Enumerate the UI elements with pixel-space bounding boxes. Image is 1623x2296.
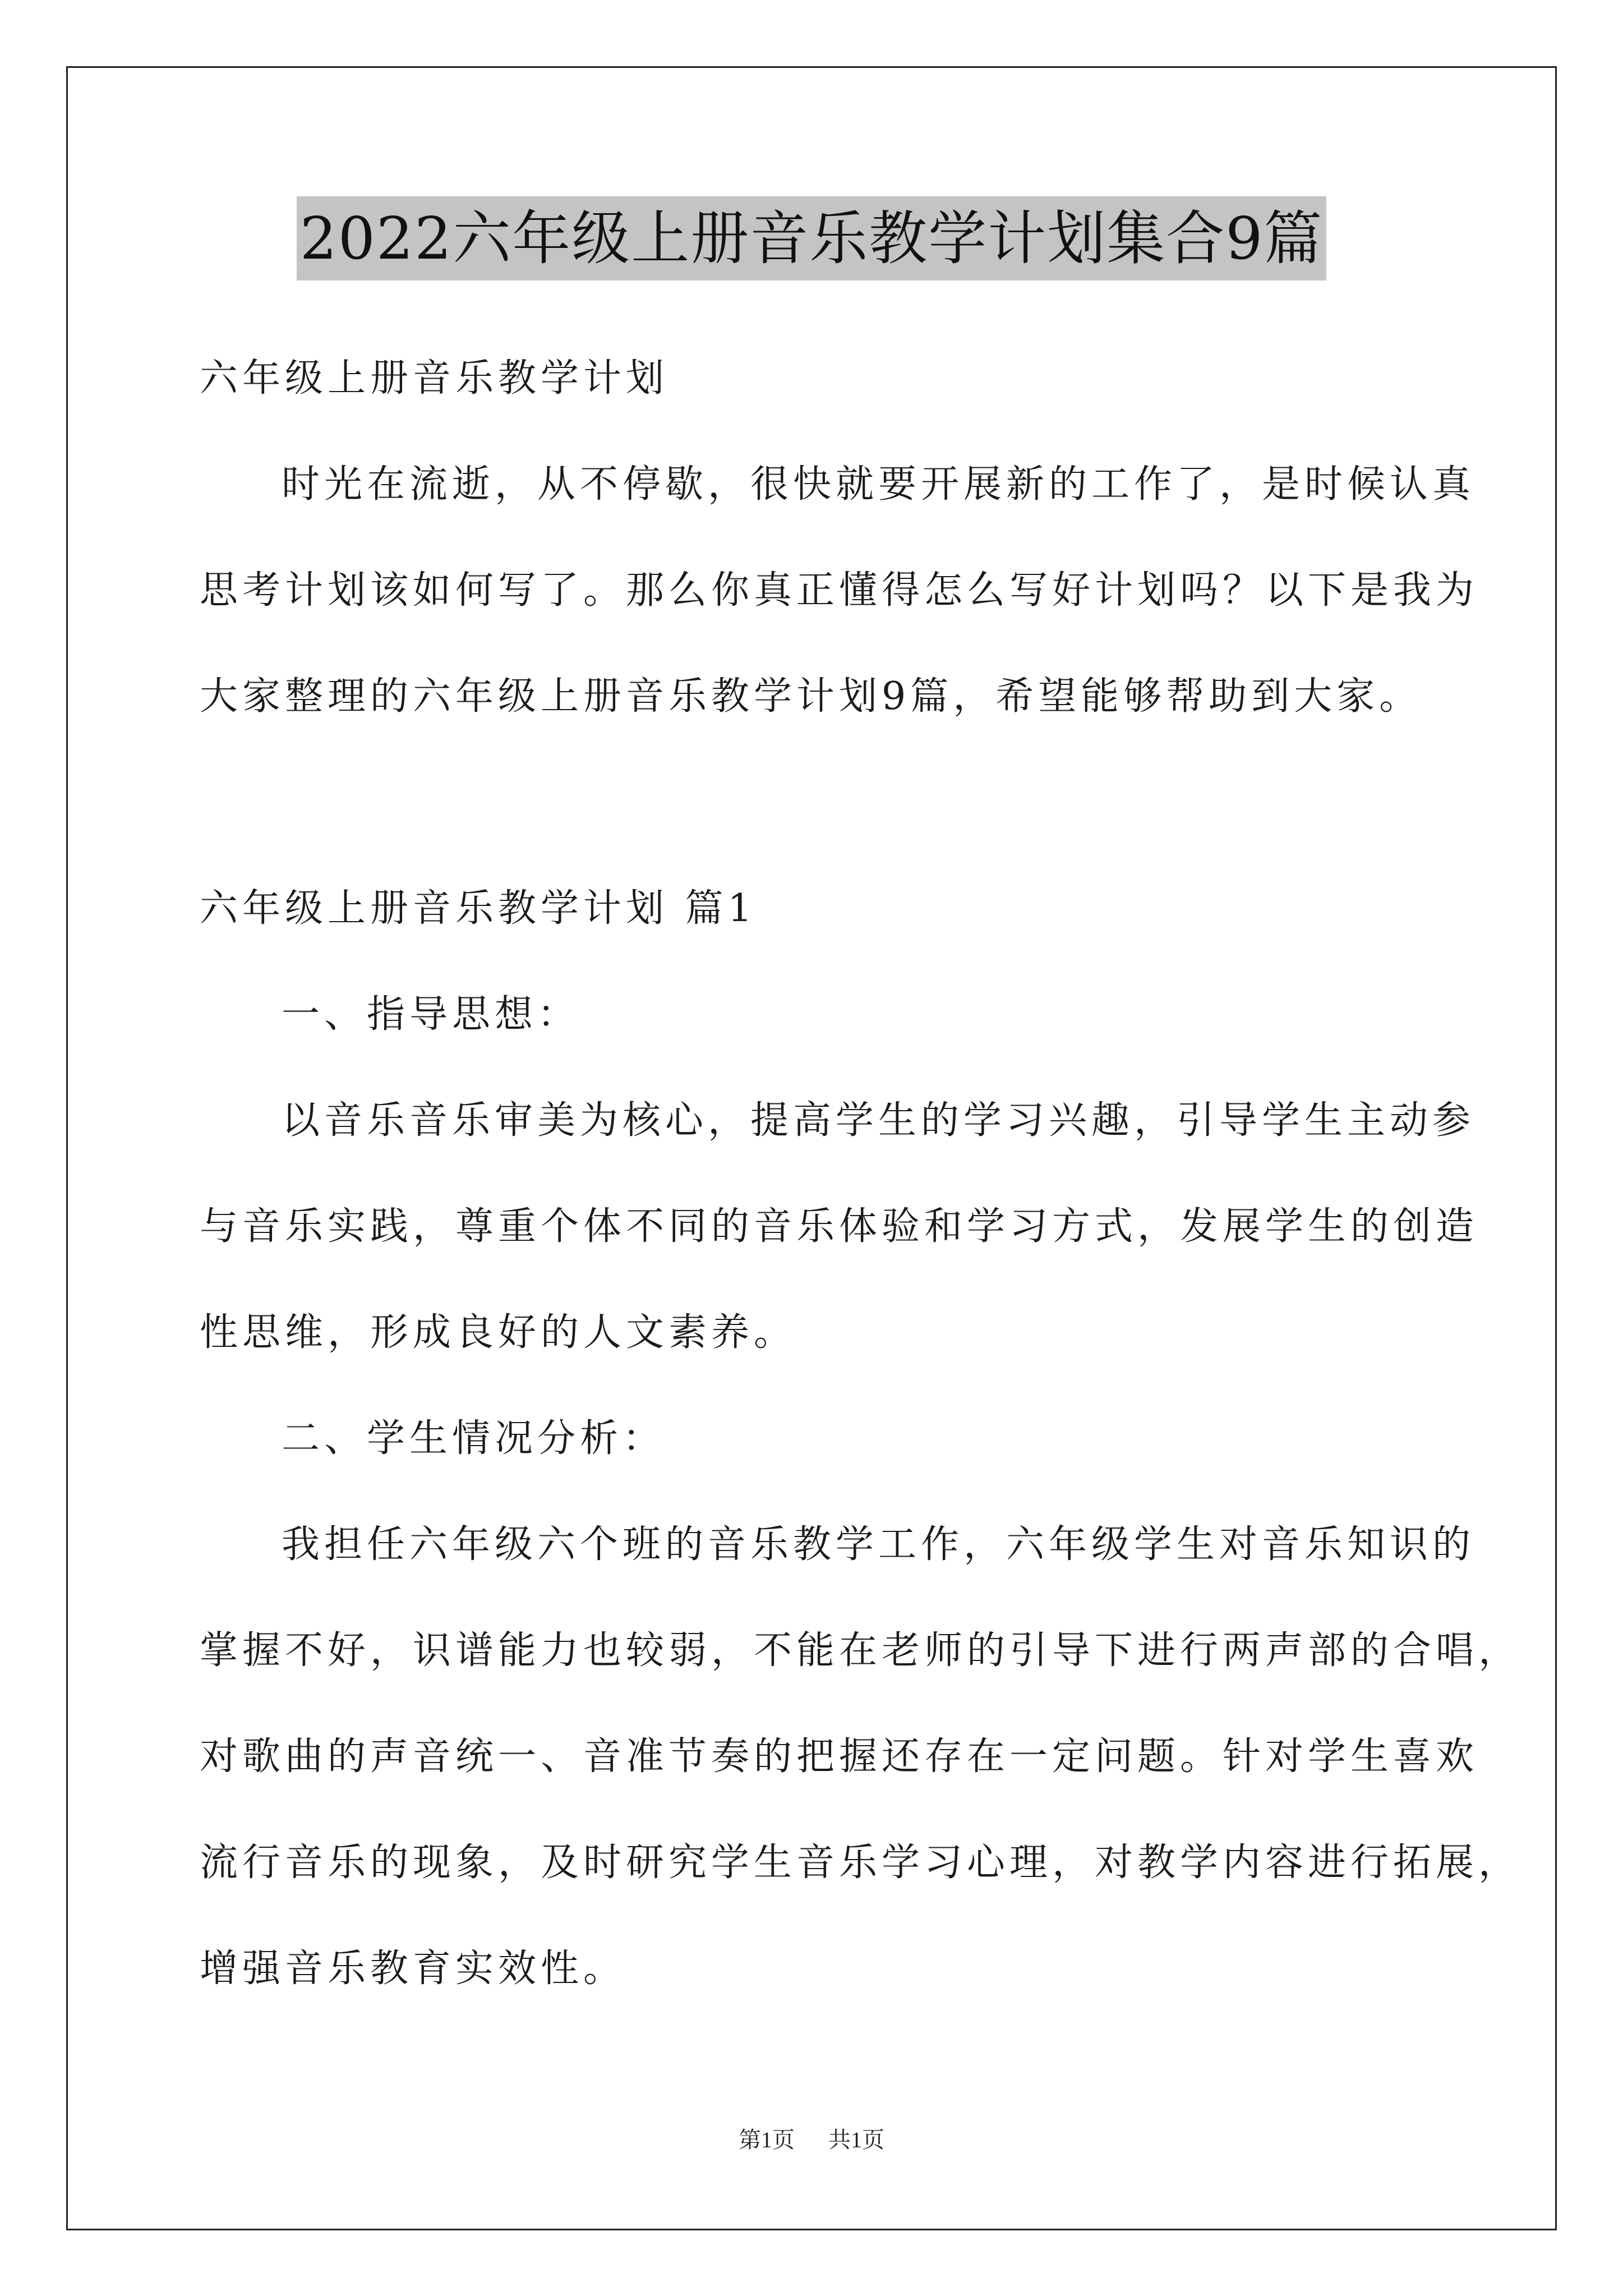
page-footer: [0, 2123, 1623, 2157]
section-heading: 六年级上册音乐教学计划 篇1: [200, 886, 757, 931]
document-title: 2022六年级上册音乐教学计划集合9篇: [297, 196, 1327, 280]
paragraph-line: 以音乐音乐审美为核心，提高学生的学习兴趣，引导学生主动参: [282, 1098, 1476, 1143]
subheading: 一、指导思想：: [282, 992, 580, 1037]
page-number-current: 第1页: [739, 2127, 795, 2152]
paragraph-line: 大家整理的六年级上册音乐教学计划9篇，希望能够帮助到大家。: [200, 674, 1422, 719]
paragraph-line: 我担任六年级六个班的音乐教学工作，六年级学生对音乐知识的: [282, 1522, 1476, 1567]
paragraph-line: 思考计划该如何写了。那么你真正懂得怎么写好计划吗？以下是我为: [200, 568, 1479, 613]
paragraph-line: 增强音乐教育实效性。: [200, 1947, 626, 1991]
section-heading: 六年级上册音乐教学计划: [200, 356, 669, 401]
paragraph-line: 时光在流逝，从不停歇，很快就要开展新的工作了，是时候认真: [282, 462, 1476, 507]
paragraph-line: 对歌曲的声音统一、音准节奏的把握还存在一定问题。针对学生喜欢: [200, 1734, 1479, 1779]
paragraph-line: 与音乐实践，尊重个体不同的音乐体验和学习方式，发展学生的创造: [200, 1204, 1479, 1249]
title-container: [0, 196, 1623, 280]
page-number-total: 共1页: [828, 2127, 884, 2152]
paragraph-line: 性思维，形成良好的人文素养。: [200, 1310, 797, 1355]
paragraph-line: 流行音乐的现象，及时研究学生音乐学习心理，对教学内容进行拓展，: [200, 1841, 1521, 1885]
paragraph-line: 掌握不好，识谱能力也较弱，不能在老师的引导下进行两声部的合唱，: [200, 1628, 1521, 1673]
subheading: 二、学生情况分析：: [282, 1416, 666, 1461]
